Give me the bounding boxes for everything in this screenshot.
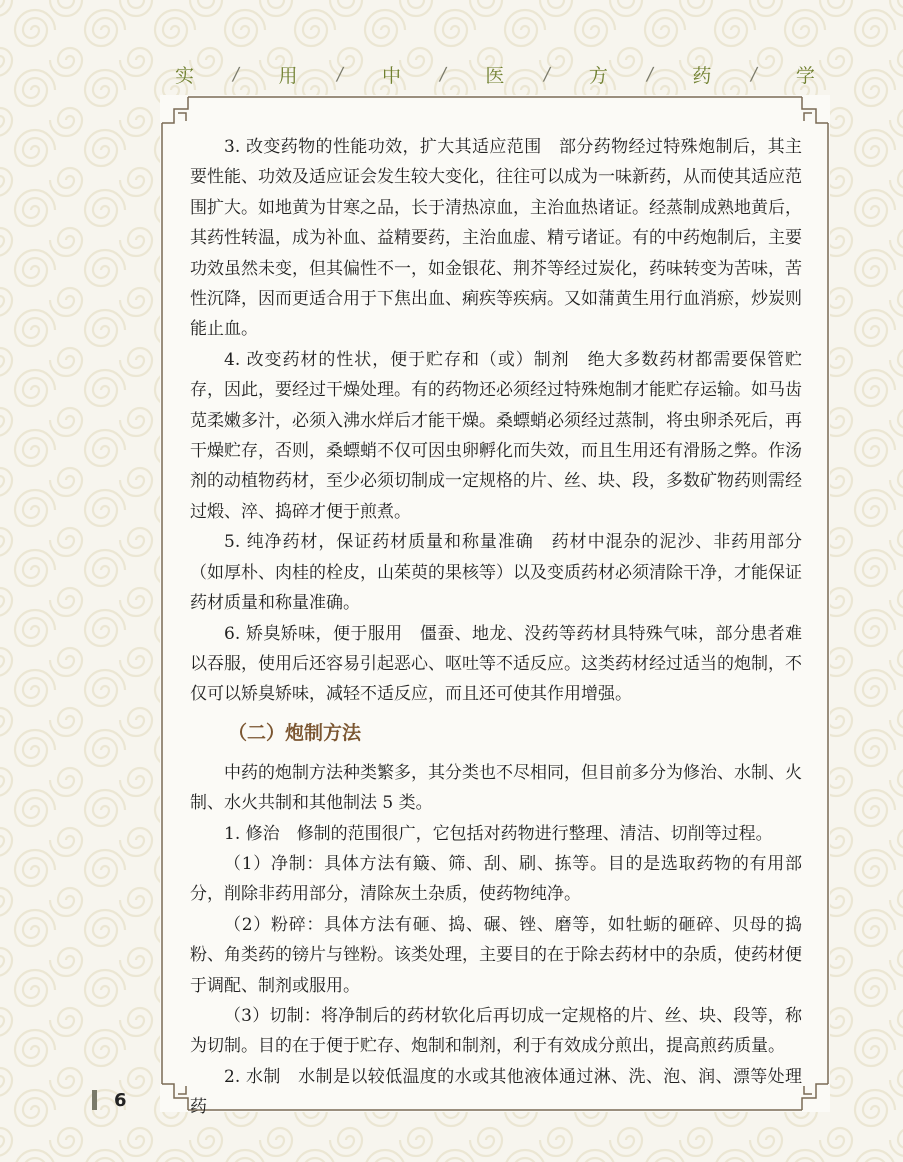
header-char: 实 <box>175 64 195 87</box>
header-separator: / <box>645 63 656 85</box>
header-separator: / <box>748 63 759 85</box>
header-separator: / <box>231 63 242 85</box>
page-number-marker <box>92 1090 97 1110</box>
main-text-body <box>190 132 802 1123</box>
header-char: 中 <box>381 64 401 87</box>
paragraph-purify: 5. 纯净药材，保证药材质量和称量准确 药材中混杂的泥沙、非药用部分（如厚朴、肉桂的栓皮，山茱萸的果核等）以及变质药材必须清除干净，才能保证药材质量和称量准确。 <box>190 532 802 614</box>
paragraph-mask-odor: 6. 矫臭矫味，便于服用 僵蚕、地龙、没药等药材具特殊气味，部分患者难以吞服，使用后还容易引起恶心、呕吐等不适反应。这类药材经过适当的炮制，不仅可以矫臭矫味，减轻不适反应，而且还可使其作用增强。 <box>190 623 802 705</box>
header-separator: / <box>541 63 552 85</box>
header-separator: / <box>438 63 449 85</box>
paragraph-trimming: 1. 修治 修制的范围很广，它包括对药物进行整理、清洁、切削等过程。 <box>224 823 773 844</box>
header-char: 学 <box>795 64 815 87</box>
header-separator: / <box>334 63 345 85</box>
book-title-header <box>175 60 815 88</box>
paragraph-change-properties: 3. 改变药物的性能功效，扩大其适应范围 部分药物经过特殊炮制后，其主要性能、功效及适应证会发生较大变化，往往可以成为一味新药，从而使其适应范围扩大。如地黄为甘寒之品，长于清热凉血，主治血热诸证。经蒸制成熟地黄后，其药性转温，成为补血、益精要药，主治血虚、精亏诸证。有的中药炮制后，主要功效虽然未变，但其偏性不一，如金银花、荆芥等经过炭化，药味转变为苦味，苦性沉降，因而更适合用于下焦出血、痢疾等疾病。又如蒲黄生用行血消瘀，炒炭则能止血。 <box>190 137 802 340</box>
paragraph-cutting: （3）切制：将净制后的药材软化后再切成一定规格的片、丝、块、段等，称为切制。目的在于便于贮存、炮制和制剂，利于有效成分煎出，提高煎药质量。 <box>190 1005 802 1057</box>
header-char: 医 <box>485 64 505 87</box>
section-heading: （二）炮制方法 <box>228 721 362 744</box>
page-number: 6 <box>114 1090 127 1111</box>
header-char: 用 <box>278 64 298 87</box>
header-char: 药 <box>692 64 712 87</box>
paragraph-cleaning: （1）净制：具体方法有簸、筛、刮、刷、拣等。目的是选取药物的有用部分，削除非药用部分，清除灰土杂质，使药物纯净。 <box>190 853 802 905</box>
paragraph-water-processing: 2. 水制 水制是以较低温度的水或其他液体通过淋、洗、泡、润、漂等处理药 <box>190 1066 802 1118</box>
paragraph-crushing: （2）粉碎：具体方法有砸、捣、碾、锉、磨等，如牡蛎的砸碎、贝母的捣粉、角类药的镑片与锉粉。该类处理，主要目的在于除去药材中的杂质，使药材便于调配、制剂或服用。 <box>190 914 802 996</box>
paragraph-methods-intro: 中药的炮制方法种类繁多，其分类也不尽相同，但目前多分为修治、水制、火制、水火共制和其他制法 5 类。 <box>190 762 802 814</box>
paragraph-change-form: 4. 改变药材的性状，便于贮存和（或）制剂 绝大多数药材都需要保管贮存，因此，要经过干燥处理。有的药物还必须经过特殊炮制才能贮存运输。如马齿苋柔嫩多汁，必须入沸水烊后才能干燥。桑螵蛸必须经过蒸制，将虫卵杀死后，再干燥贮存，否则，桑螵蛸不仅可因虫卵孵化而失效，而且生用还有滑肠之弊。作汤剂的动植物药材，至少必须切制成一定规格的片、丝、块、段，多数矿物药则需经过煅、淬、捣碎才便于煎煮。 <box>190 349 802 522</box>
header-char: 方 <box>588 64 608 87</box>
